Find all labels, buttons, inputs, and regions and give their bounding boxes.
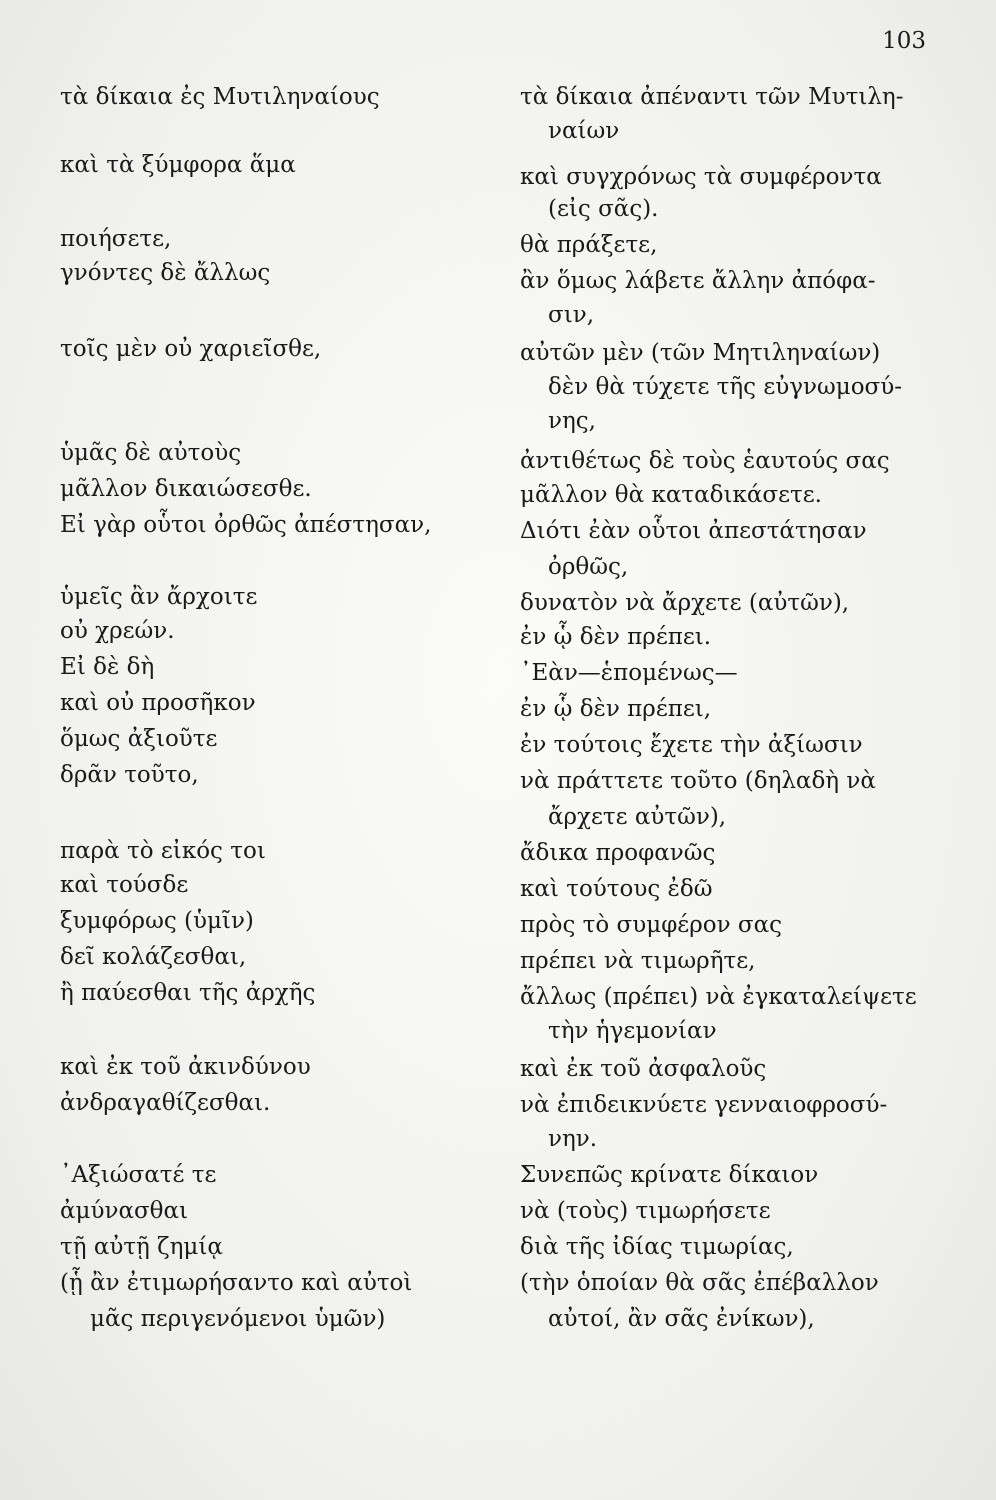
- right-line: ᾿Εὰν—ἑπομένως—: [520, 660, 738, 686]
- left-line: ὑμεῖς ἂν ἄρχοιτε: [60, 584, 258, 610]
- right-line: σιν,: [548, 302, 595, 328]
- left-line: τὰ δίκαια ἐς Μυτιληναίους: [60, 84, 380, 110]
- right-line: ἐν τούτοις ἔχετε τὴν ἀξίωσιν: [520, 732, 863, 758]
- left-line: μᾶς περιγενόμενοι ὑμῶν): [90, 1306, 386, 1332]
- left-line: μᾶλλον δικαιώσεσθε.: [60, 476, 312, 502]
- right-line: τὴν ἡγεμονίαν: [548, 1018, 717, 1044]
- left-line: οὐ χρεών.: [60, 618, 175, 644]
- right-line: ἂν ὅμως λάβετε ἄλλην ἀπόφα-: [520, 268, 876, 294]
- right-line: νην.: [548, 1126, 598, 1152]
- left-line: ἢ παύεσθαι τῆς ἀρχῆς: [60, 980, 316, 1006]
- right-line: τὰ δίκαια ἀπέναντι τῶν Μυτιλη-: [520, 84, 904, 110]
- left-line: τῇ αὐτῇ ζημίᾳ: [60, 1234, 223, 1260]
- right-line: (εἰς σᾶς).: [548, 196, 659, 222]
- left-line: ἀνδραγαθίζεσθαι.: [60, 1090, 271, 1116]
- right-line: Συνεπῶς κρίνατε δίκαιον: [520, 1162, 819, 1188]
- right-line: δὲν θὰ τύχετε τῆς εὐγνωμοσύ-: [548, 374, 903, 400]
- left-line: (ᾗ ἂν ἐτιμωρήσαντο καὶ αὐτοὶ: [60, 1270, 413, 1296]
- right-line: νὰ (τοὺς) τιμωρήσετε: [520, 1198, 771, 1224]
- left-line: παρὰ τὸ εἰκός τοι: [60, 838, 266, 864]
- right-line: διὰ τῆς ἰδίας τιμωρίας,: [520, 1234, 794, 1260]
- left-line: ᾿Αξιώσατέ τε: [60, 1162, 217, 1188]
- left-line: δρᾶν τοῦτο,: [60, 762, 199, 788]
- left-line: δεῖ κολάζεσθαι,: [60, 944, 247, 970]
- left-line: καὶ οὐ προσῆκον: [60, 690, 256, 716]
- right-line: νὰ ἐπιδεικνύετε γενναιοφροσύ-: [520, 1092, 888, 1118]
- right-line: ὀρθῶς,: [548, 554, 629, 580]
- right-line: νης,: [548, 408, 596, 434]
- right-line: πρὸς τὸ συμφέρον σας: [520, 912, 782, 938]
- right-line: αὐτοί, ἂν σᾶς ἐνίκων),: [548, 1306, 815, 1332]
- right-line: θὰ πράξετε,: [520, 232, 658, 258]
- left-line: ποιήσετε,: [60, 226, 172, 252]
- right-line: δυνατὸν νὰ ἄρχετε (αὐτῶν),: [520, 590, 850, 616]
- right-line: ἄδικα προφανῶς: [520, 840, 716, 866]
- right-line: ναίων: [548, 118, 620, 144]
- left-line: γνόντες δὲ ἄλλως: [60, 260, 271, 286]
- left-line: ὅμως ἀξιοῦτε: [60, 726, 218, 752]
- left-line: καὶ ἐκ τοῦ ἀκινδύνου: [60, 1054, 311, 1080]
- right-line: καὶ συγχρόνως τὰ συμφέροντα: [520, 164, 882, 190]
- left-line: καὶ τούσδε: [60, 872, 189, 898]
- left-line: ὑμᾶς δὲ αὐτοὺς: [60, 440, 242, 466]
- right-line: ἄλλως (πρέπει) νὰ ἐγκαταλείψετε: [520, 984, 917, 1010]
- page-number: 103: [882, 28, 926, 54]
- left-line: καὶ τὰ ξύμφορα ἅμα: [60, 152, 296, 178]
- right-line: καὶ ἐκ τοῦ ἀσφαλοῦς: [520, 1056, 767, 1082]
- right-line: Διότι ἐὰν οὗτοι ἀπεστάτησαν: [520, 518, 867, 544]
- left-line: ἀμύνασθαι: [60, 1198, 189, 1224]
- right-line: ἐν ᾧ δὲν πρέπει.: [520, 624, 712, 650]
- right-line: μᾶλλον θὰ καταδικάσετε.: [520, 482, 822, 508]
- left-line: Εἰ γὰρ οὗτοι ὀρθῶς ἀπέστησαν,: [60, 512, 432, 538]
- right-line: ἄρχετε αὐτῶν),: [548, 804, 727, 830]
- right-line: καὶ τούτους ἐδῶ: [520, 876, 713, 902]
- right-line: ἀντιθέτως δὲ τοὺς ἑαυτούς σας: [520, 448, 890, 474]
- left-line: Εἰ δὲ δὴ: [60, 654, 155, 680]
- right-line: πρέπει νὰ τιμωρῆτε,: [520, 948, 756, 974]
- right-line: αὐτῶν μὲν (τῶν Μητιληναίων): [520, 340, 881, 366]
- right-line: (τὴν ὁποίαν θὰ σᾶς ἐπέβαλλον: [520, 1270, 879, 1296]
- right-line: ἐν ᾧ δὲν πρέπει,: [520, 696, 712, 722]
- right-line: νὰ πράττετε τοῦτο (δηλαδὴ νὰ: [520, 768, 876, 794]
- left-line: τοῖς μὲν οὐ χαριεῖσθε,: [60, 336, 322, 362]
- left-line: ξυμφόρως (ὑμῖν): [60, 908, 254, 934]
